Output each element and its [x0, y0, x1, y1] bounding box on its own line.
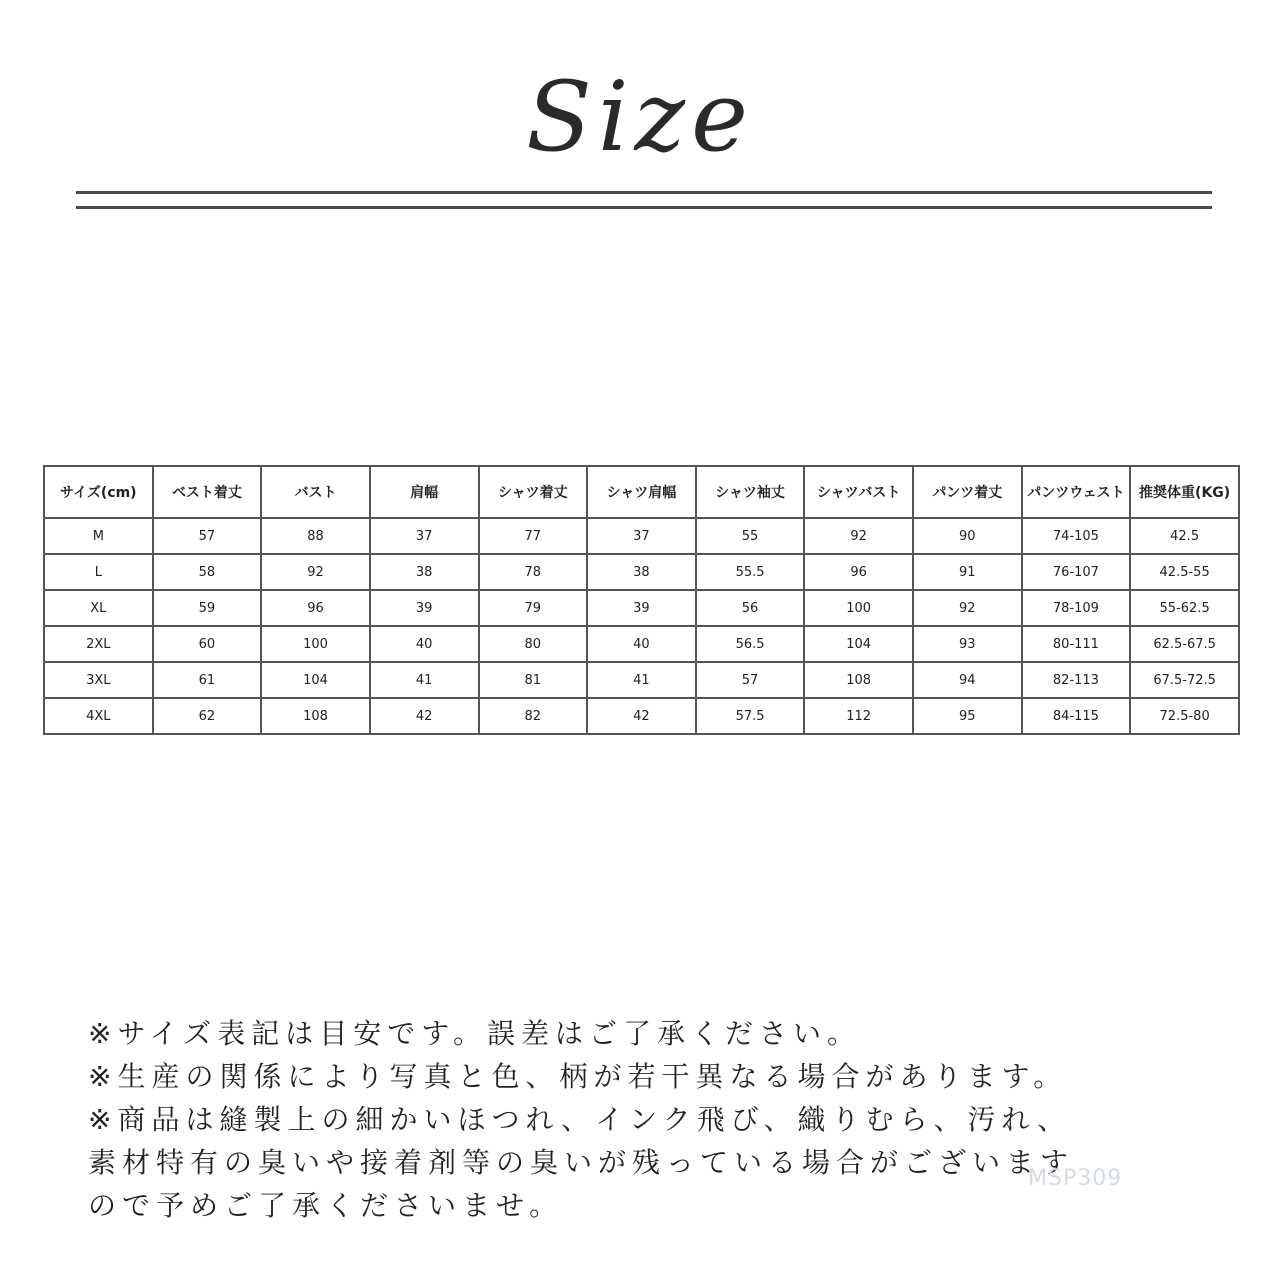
table-cell: 92 [913, 590, 1022, 626]
table-cell: 56 [696, 590, 805, 626]
table-row [44, 554, 1239, 590]
table-cell: 80-111 [1022, 626, 1131, 662]
header-cell: バスト [261, 466, 370, 518]
table-cell: 42.5-55 [1130, 554, 1239, 590]
size-label-cell: 4XL [44, 698, 153, 734]
table-cell: 81 [479, 662, 588, 698]
table-cell: 42 [370, 698, 479, 734]
table-cell: 82-113 [1022, 662, 1131, 698]
table-cell: 104 [804, 626, 913, 662]
table-cell: 82 [479, 698, 588, 734]
table-cell: 100 [261, 626, 370, 662]
table-cell: 39 [587, 590, 696, 626]
header-cell: 肩幅 [370, 466, 479, 518]
note-line: ※生産の関係により写真と色、柄が若干異なる場合があります。 [88, 1060, 1068, 1093]
table-cell: 40 [587, 626, 696, 662]
table-cell: 74-105 [1022, 518, 1131, 554]
table-cell: 38 [370, 554, 479, 590]
table-cell: 57 [696, 662, 805, 698]
note-line: 素材特有の臭いや接着剤等の臭いが残っている場合がございます [88, 1146, 1075, 1179]
header-cell: シャツ袖丈 [696, 466, 805, 518]
table-cell: 38 [587, 554, 696, 590]
table-cell: 56.5 [696, 626, 805, 662]
table-cell: 100 [804, 590, 913, 626]
note-line: ※サイズ表記は目安です。誤差はご了承ください。 [88, 1017, 861, 1050]
table-cell: 37 [370, 518, 479, 554]
size-label-cell: 3XL [44, 662, 153, 698]
header-cell: パンツウェスト [1022, 466, 1131, 518]
table-cell: 42 [587, 698, 696, 734]
table-cell: 72.5-80 [1130, 698, 1239, 734]
table-cell: 95 [913, 698, 1022, 734]
table-cell: 55 [696, 518, 805, 554]
size-label-cell: 2XL [44, 626, 153, 662]
title-divider-top [76, 191, 1212, 194]
table-cell: 112 [804, 698, 913, 734]
header-cell: シャツ肩幅 [587, 466, 696, 518]
table-cell: 108 [261, 698, 370, 734]
table-cell: 55-62.5 [1130, 590, 1239, 626]
table-cell: 90 [913, 518, 1022, 554]
size-label-cell: XL [44, 590, 153, 626]
header-cell: パンツ着丈 [913, 466, 1022, 518]
table-cell: 39 [370, 590, 479, 626]
table-cell: 67.5-72.5 [1130, 662, 1239, 698]
table-cell: 96 [804, 554, 913, 590]
table-row [44, 518, 1239, 554]
table-row [44, 590, 1239, 626]
header-cell: サイズ(cm) [44, 466, 153, 518]
size-label-cell: M [44, 518, 153, 554]
header-cell: シャツ着丈 [479, 466, 588, 518]
size-table-body [44, 518, 1239, 734]
table-cell: 42.5 [1130, 518, 1239, 554]
table-cell: 96 [261, 590, 370, 626]
table-row [44, 662, 1239, 698]
table-cell: 40 [370, 626, 479, 662]
table-cell: 77 [479, 518, 588, 554]
header-cell: ベスト着丈 [153, 466, 262, 518]
table-cell: 76-107 [1022, 554, 1131, 590]
table-cell: 91 [913, 554, 1022, 590]
watermark-text: MSP309 [1028, 1166, 1123, 1191]
table-cell: 104 [261, 662, 370, 698]
table-row [44, 698, 1239, 734]
table-cell: 92 [804, 518, 913, 554]
table-cell: 88 [261, 518, 370, 554]
title-divider-bottom [76, 206, 1212, 209]
table-cell: 55.5 [696, 554, 805, 590]
table-cell: 41 [587, 662, 696, 698]
table-cell: 62.5-67.5 [1130, 626, 1239, 662]
page-title: Size [526, 61, 754, 173]
note-line: ので予めご了承くださいませ。 [88, 1189, 564, 1222]
table-cell: 92 [261, 554, 370, 590]
table-cell: 58 [153, 554, 262, 590]
table-cell: 37 [587, 518, 696, 554]
table-cell: 93 [913, 626, 1022, 662]
table-cell: 78 [479, 554, 588, 590]
header-cell: シャツバスト [804, 466, 913, 518]
table-cell: 78-109 [1022, 590, 1131, 626]
note-line: ※商品は縫製上の細かいほつれ、インク飛び、織りむら、汚れ、 [88, 1103, 1072, 1136]
table-cell: 108 [804, 662, 913, 698]
table-cell: 61 [153, 662, 262, 698]
table-cell: 59 [153, 590, 262, 626]
table-cell: 57.5 [696, 698, 805, 734]
table-cell: 41 [370, 662, 479, 698]
table-cell: 84-115 [1022, 698, 1131, 734]
table-cell: 57 [153, 518, 262, 554]
size-table [43, 465, 1240, 735]
table-header-row [44, 466, 1239, 518]
table-cell: 79 [479, 590, 588, 626]
notes-list [88, 1012, 1248, 1227]
table-cell: 62 [153, 698, 262, 734]
header-cell: 推奨体重(KG) [1130, 466, 1239, 518]
size-label-cell: L [44, 554, 153, 590]
table-cell: 60 [153, 626, 262, 662]
table-row [44, 626, 1239, 662]
table-cell: 80 [479, 626, 588, 662]
table-cell: 94 [913, 662, 1022, 698]
